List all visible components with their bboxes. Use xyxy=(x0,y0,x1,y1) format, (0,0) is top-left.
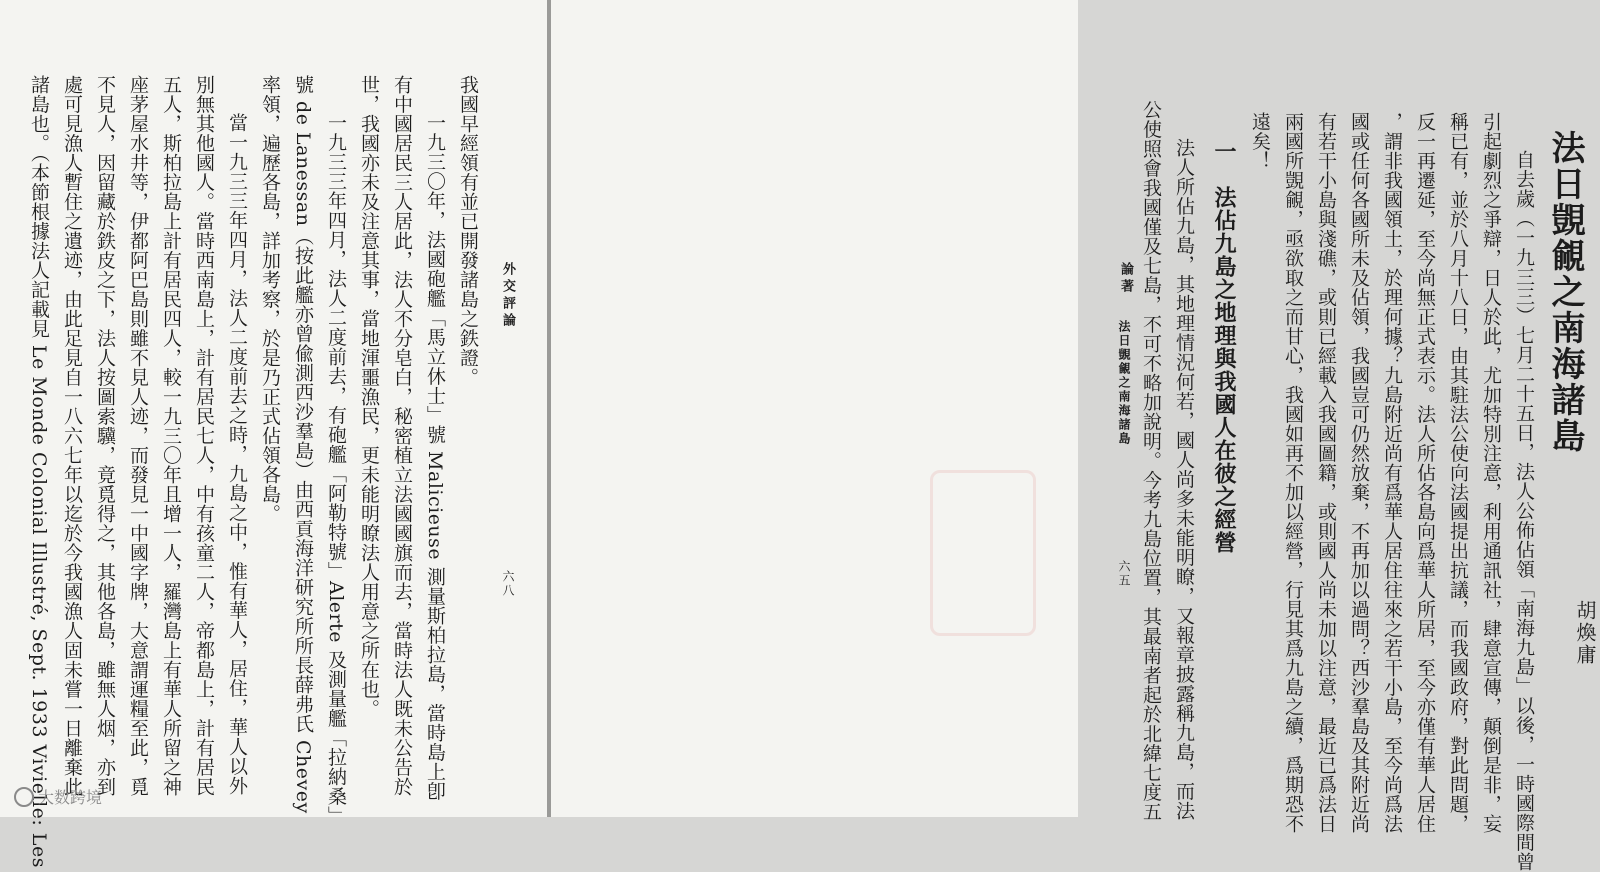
watermark-text: 大数跨境 xyxy=(38,788,103,807)
text-column: 我國早經領有並已開發諸島之鉄證。 xyxy=(457,75,479,387)
right-page xyxy=(551,0,1597,872)
running-header: 外交評論 xyxy=(500,262,515,330)
text-column: 稱已有，並於八月十八日，由其駐法公使向法國提出抗議，而我國政府，對此問題， xyxy=(1447,112,1469,834)
text-column: 當一九三三年四月，法人二度前去之時，九島之中，惟有華人，居住，華人以外 xyxy=(226,113,248,796)
text-column: 世，我國亦未及注意其事，當地渾噩漁民，更未能明瞭法人用意之所在也。 xyxy=(358,75,380,719)
page-number: 六八 xyxy=(501,570,515,598)
text-column: 五人，斯柏拉島上計有居民四人，較一九三〇年且增一人，羅灣島上有華人所留之神 xyxy=(160,75,182,797)
section-heading: 一 法佔九島之地理與我國人在彼之經營 xyxy=(1211,140,1237,554)
text-column: 別無其他國人。當時西南島上，計有居民七人，中有孩童二人，帝都島上，計有居民 xyxy=(193,75,215,797)
text-column: 諸島也。（本節根據法人記載見 Le Monde Colonial Illustré, Sept. 1933 Vivielle: Les xyxy=(28,75,50,868)
text-column: 座茅屋水井等，伊都阿巴島則雖不見人迹，而發見一中國字牌，大意謂運糧至此，覓 xyxy=(127,75,149,797)
article-title: 法日覬覦之南海諸島 xyxy=(1545,130,1585,454)
page-number: 六五 xyxy=(1117,560,1131,588)
text-column: 一九三〇年，法國砲艦「馬立休士」號 Malicieuse 測量斯柏拉島，當時島上卽 xyxy=(424,113,446,801)
running-header-title: 法日覬覦之南海諸島 xyxy=(1117,320,1131,446)
text-column: 引起劇烈之爭辯，日人於此，尤加特別注意，利用通訊社，肆意宣傳，顛倒是非，妄 xyxy=(1480,112,1502,834)
text-column: 兩國所覬覦，亟欲取之而甘心，我國如再不加以經營，行見其爲九島之續，爲期恐不 xyxy=(1282,112,1304,834)
text-column: 有中國居民三人居此，法人不分皂白，秘密植立法國國旗而去，當時法人既未公告於 xyxy=(391,75,413,797)
text-column: 法人所佔九島，其地理情況何若，國人尚多未能明瞭，又報章披露稱九島，而法 xyxy=(1173,138,1195,821)
article-author: 胡煥庸 xyxy=(1573,600,1597,666)
text-column: 處可見漁人暫住之遺迹，由此足見自一八六七年以迄於今我國漁人固未嘗一日離棄此 xyxy=(61,75,83,797)
text-column: 有若干小島與淺礁，或則已經載入我國圖籍，或則國人尚未加以注意，最近已爲法日 xyxy=(1315,112,1337,834)
text-column: 不見人，因留藏於鉄皮之下，法人按圖索驥，竟覓得之，其他各島，雖無人烟，亦到 xyxy=(94,75,116,797)
text-column: 號 de Lanessan（按此艦亦曾偸測西沙羣島）由西貢海洋研究所所長薛弗氏 Chevey xyxy=(292,75,314,814)
text-column: 自去歲（一九三三）七月二十五日，法人公佈佔領「南海九島」以後，一時國際間曾 xyxy=(1513,150,1535,872)
watermark-logo-icon xyxy=(14,787,34,807)
seal-stamp xyxy=(930,470,1036,636)
watermark xyxy=(14,785,102,808)
left-page xyxy=(0,0,547,868)
text-column: 率領，遍歷各島，詳加考察，於是乃正式佔領各島。 xyxy=(259,75,281,524)
text-column: 遠矣！ xyxy=(1249,112,1271,171)
text-column: 反一再遷延，至今尚無正式表示。法人所佔各島向爲華人所居，至今亦僅有華人居住 xyxy=(1414,112,1436,834)
text-column: ，謂非我國領土，於理何據？九島附近尚有爲華人居住往來之若干小島，至今尚爲法 xyxy=(1381,112,1403,834)
text-column: 一九三三年四月，法人二度前去，有砲艦「阿勒特號」Alerte 及測量艦「拉納桑」 xyxy=(325,113,347,826)
text-column: 公使照會我國僅及七島，不可不略加說明。今考九島位置，其最南者起於北緯七度五 xyxy=(1140,100,1162,822)
running-header-section: 論著 xyxy=(1118,262,1133,296)
text-column: 國或任何各國所未及佔領，我國豈可仍然放棄，不再加以過問？西沙羣島及其附近尚 xyxy=(1348,112,1370,834)
